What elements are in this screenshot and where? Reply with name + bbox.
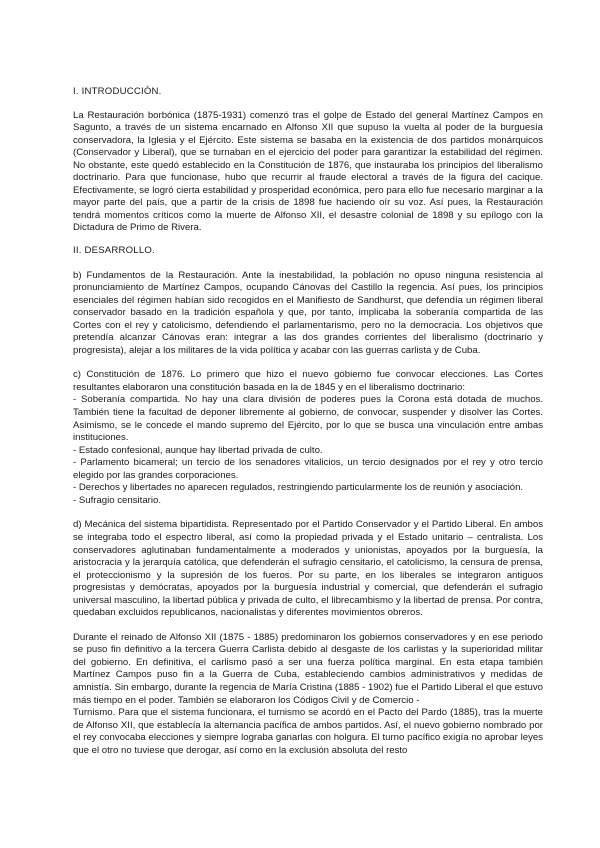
constitution-item: - Sufragio censitario. <box>73 494 161 506</box>
constitution-intro-paragraph: c) Constitución de 1876. Lo primero que hizo el nuevo gobierno fue convocar elecciones. Las Cortes resultantes elaboraron una constitución basada en la de 1845 y en el liberalismo doctrinario: <box>73 369 543 393</box>
constitution-item: - Estado confesional, aunque hay libertad privada de culto. <box>73 444 323 456</box>
intro-paragraph: La Restauración borbónica (1875-1931) comenzó tras el golpe de Estado del general Martínez Campos en Sagunto, a través de un sistema encarnado en Alfonso XII que supuso la vuelta al poder de la burguesía conservadora, la Iglesia y el Ejército. Este sistema se basaba en la existencia de dos partidos monárquicos (Conservador y Liberal), que se turnaban en el ejercicio del poder para garantizar la estabilidad del régimen. No obstante, este quedó establecido en la Constitución de 1876, que instauraba los principios del liberalismo doctrinario. Para que funcionase, hubo que recurrir al fraude electoral a través de la figura del cacique. Efectivamente, se logró cierta estabilidad y prosperidad económica, pero para ello fue necesario marginar a la mayor parte del país, que a partir de la crisis de 1898 fue haciendo oír su voz. Así pues, la Restauración tendrá momentos críticos como la muerte de Alfonso XII, el desastre colonial de 1898 y su epílogo con la Dictadura de Primo de Rivera. <box>73 109 543 234</box>
foundations-paragraph: b) Fundamentos de la Restauración. Ante la inestabilidad, la población no opuso ninguna resistencia al pronunciamiento de Martínez Campos, ocupando Cánovas del Castillo la regencia. Así pues, los principios esenciales del régimen habían sido recogidos en el Manifiesto de Sandhurst, que defendía un régimen liberal conservador basado en la tradición española y que, por tanto, implicaba la soberanía compartida de las Cortes con el rey y catolicismo, defendiendo el parlamentarismo, pero no la democracia. Los objetivos que pretendía alcanzar Cánovas eran: integrar a las dos grandes corrientes del liberalismo (doctrinario y progresista), alejar a los militares de la vida política y acabar con las guerras carlista y de Cuba. <box>73 269 543 356</box>
development-heading: II. DESARROLLO. <box>73 245 155 257</box>
constitution-item: - Derechos y libertades no aparecen regulados, restringiendo particularmente los de reunión y asociación. <box>73 482 524 494</box>
constitution-item: - Parlamento bicameral; un tercio de los senadores vitalicios, un tercio designados por el rey y otro tercio elegido por las grandes corporaciones. <box>73 457 543 481</box>
document-body <box>73 86 543 757</box>
reign-paragraph: Durante el reinado de Alfonso XII (1875 - 1885) predominaron los gobiernos conservadores y en ese periodo se puso fin definitivo a la tercera Guerra Carlista debido al desgaste de los carlistas y la superioridad militar del gobierno. En definitiva, el carlismo pasó a ser una fuerza política marginal. En esta etapa también Martínez Campos puso fin a la Guerra de Cuba, estableciendo cambios administrativos y medidas de amnistía. Sin embargo, durante la regencia de María Cristina (1885 - 1902) fue el Partido Liberal el que estuvo más tiempo en el poder. También se elaboraron los Códigos Civil y de Comercio - <box>73 631 543 706</box>
constitution-item: - Soberanía compartida. No hay una clara división de poderes pues la Corona está dotada de muchos. También tiene la facultad de deponer libremente al gobierno, de convocar, suspender y disolver las Cortes. Asimismo, se le concede el mando supremo del Ejército, por lo que se busca una vinculación entre ambas instituciones. <box>73 394 543 444</box>
turnismo-paragraph: Turnismo. Para que el sistema funcionara, el turnismo se acordó en el Pacto del Pardo (1885), tras la muerte de Alfonso XII, que establecía la alternancia pacífica de ambos partidos. Así, el nuevo gobierno nombrado por el rey convocaba elecciones y siempre lograba ganarlas con holgura. El turno pacífico exigía no aprobar leyes que el otro no tuviese que derogar, así como en la exclusión absoluta del resto <box>73 707 543 756</box>
intro-heading: I. INTRODUCCIÓN. <box>73 86 162 97</box>
bipartisan-paragraph: d) Mecánica del sistema bipartidista. Representado por el Partido Conservador y el Partido Liberal. En ambos se integraba todo el espectro liberal, así como la propiedad privada y el Estado unitario – centralista. Los conservadores aglutinaban fundamentalmente a moderados y unionistas, apoyados por la burguesía, la aristocracia y la jerarquía católica, que defenderán el sufragio censitario, el catolicismo, la censura de prensa, el proteccionismo y la supresión de los fueros. Por su parte, en los liberales se integraron antiguos progresistas y demócratas, apoyados por la burguesía industrial y comercial, que defenderán el sufragio universal masculino, la libertad pública y privada de culto, el librecambismo y la libertad de prensa. Por contra, quedaban excluidos republicanos, nacionalistas y diferentes movimientos obreros. <box>73 519 543 619</box>
